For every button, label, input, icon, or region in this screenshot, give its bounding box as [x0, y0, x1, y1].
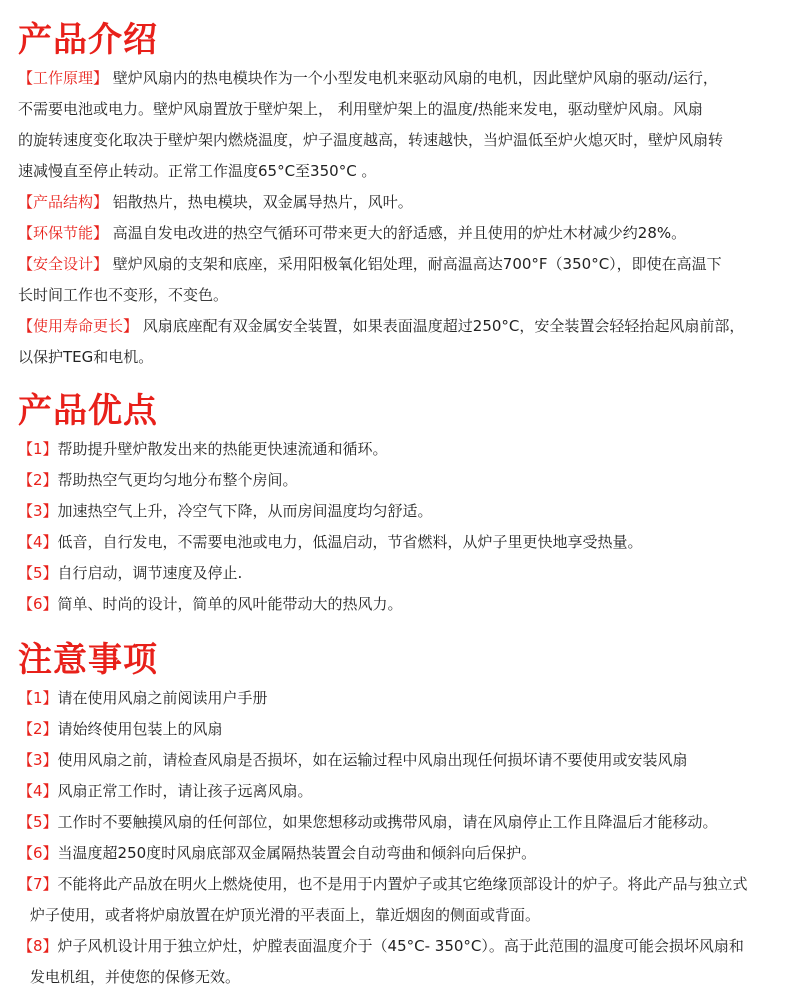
intro-title: 产品介绍	[18, 20, 158, 60]
advantage-item: 【6】简单、时尚的设计，简单的风叶能带动大的热风力。	[18, 595, 403, 613]
intro-entry-structure: 【产品结构】 铝散热片，热电模块，双金属导热片，风叶。	[18, 193, 413, 211]
notes-list	[18, 683, 778, 993]
note-item: 【5】工作时不要触摸风扇的任何部位，如果您想移动或携带风扇，请在风扇停止工作且降温后才能移动。	[18, 813, 718, 831]
advantages-list	[18, 434, 778, 620]
intro-entry-eco: 【环保节能】 高温自发电改进的热空气循环可带来更大的舒适感，并且使用的炉灶木材减少约28%。	[18, 224, 687, 242]
note-item: 【6】当温度超250度时风扇底部双金属隔热装置会自动弯曲和倾斜向后保护。	[18, 844, 537, 862]
advantage-item: 【5】自行启动，调节速度及停止.	[18, 564, 243, 582]
advantage-item: 【2】帮助热空气更均匀地分布整个房间。	[18, 471, 298, 489]
note-item: 【3】使用风扇之前，请检查风扇是否损坏，如在运输过程中风扇出现任何损坏请不要使用或安装风扇	[18, 751, 688, 769]
tag-safety-design: 【安全设计】	[18, 255, 109, 273]
notes-title: 注意事项	[18, 640, 158, 680]
advantage-item: 【4】低音，自行发电，不需要电池或电力，低温启动，节省燃料，从炉子里更快地享受热量。	[18, 533, 643, 551]
note-item: 【2】请始终使用包装上的风扇	[18, 720, 223, 738]
tag-longer-life: 【使用寿命更长】	[18, 317, 139, 335]
tag-eco-saving: 【环保节能】	[18, 224, 109, 242]
tag-working-principle: 【工作原理】	[18, 69, 109, 87]
note-item: 【4】风扇正常工作时，请让孩子远离风扇。	[18, 782, 313, 800]
tag-product-structure: 【产品结构】	[18, 193, 109, 211]
note-item: 【7】不能将此产品放在明火上燃烧使用，也不是用于内置炉子或其它绝缘顶部设计的炉子。将此产品与独立式 炉子使用，或者将炉扇放置在炉顶光滑的平表面上，靠近烟囱的侧面或背面。	[18, 875, 748, 924]
note-item: 【8】炉子风机设计用于独立炉灶，炉膛表面温度介于（45°C- 350°C）。高于此范围的温度可能会损坏风扇和 发电机组，并使您的保修无效。	[18, 937, 744, 986]
intro-entry-principle: 【工作原理】 壁炉风扇内的热电模块作为一个小型发电机来驱动风扇的电机，因此壁炉风扇的驱动/运行， 不需要电池或电力。壁炉风扇置放于壁炉架上， 利用壁炉架上的温度/热能来发电，驱动壁炉风扇。风扇 的旋转速度变化取决于壁炉架内燃烧温度，炉子温度越高，转速越快，当炉温低至炉火熄灭时，壁炉风扇转 速减慢直至停止转动。正常工作温度65°C至350°C 。	[18, 69, 724, 180]
advantage-item: 【1】帮助提升壁炉散发出来的热能更快速流通和循环。	[18, 440, 388, 458]
advantages-title: 产品优点	[18, 391, 158, 431]
intro-entry-safety: 【安全设计】 壁炉风扇的支架和底座，采用阳极氧化铝处理，耐高温高达700°F（350°C），即使在高温下 长时间工作也不变形，不变色。	[18, 255, 722, 304]
advantage-item: 【3】加速热空气上升，冷空气下降，从而房间温度均匀舒适。	[18, 502, 433, 520]
note-item: 【1】请在使用风扇之前阅读用户手册	[18, 689, 268, 707]
intro-entries	[18, 63, 778, 373]
intro-entry-lifespan: 【使用寿命更长】 风扇底座配有双金属安全装置，如果表面温度超过250°C，安全装置会轻轻抬起风扇前部， 以保护TEG和电机。	[18, 317, 745, 366]
